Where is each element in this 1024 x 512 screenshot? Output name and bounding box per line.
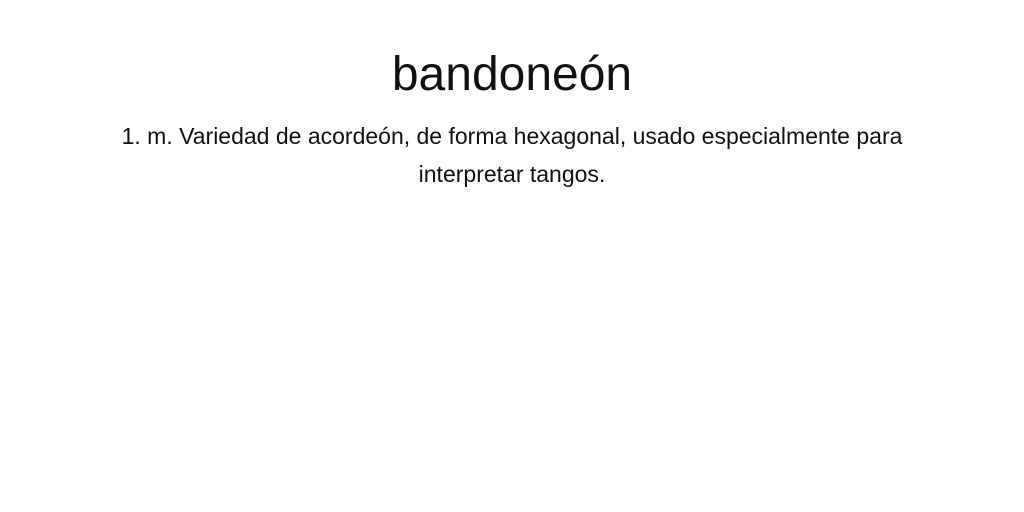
definition-text: 1. m. Variedad de acordeón, de forma hexagonal, usado especialmente para interpretar tangos. [121,123,903,187]
headword-title: bandoneón [391,48,633,101]
dictionary-entry [0,0,1024,193]
